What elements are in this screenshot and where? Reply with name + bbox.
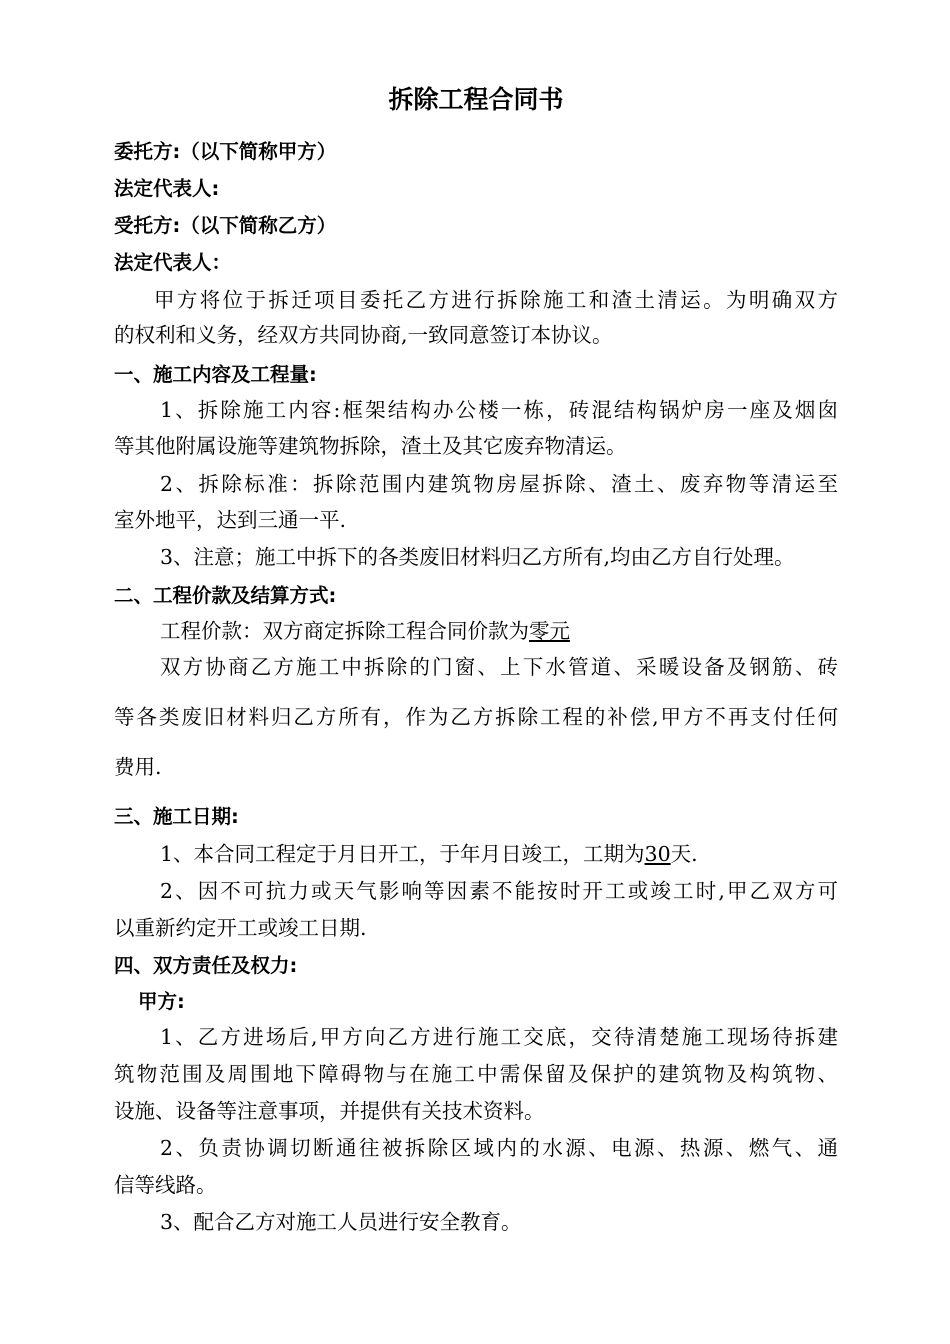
price-label: 工程价款：双方商定拆除工程合同价款为: [160, 619, 529, 643]
section1-heading: 一、施工内容及工程量:: [114, 363, 317, 386]
client-line: 委托方:（以下简称甲方）: [114, 140, 337, 163]
section3-item2-line1: 2、因不可抗力或天气影响等因素不能按时开工或竣工时,甲乙双方可: [160, 879, 838, 903]
schedule-suffix: 天.: [670, 842, 698, 866]
section4-item2-line1: 2、负责协调切断通往被拆除区域内的水源、电源、热源、燃气、通: [160, 1136, 838, 1160]
contractor-line: 受托方:（以下简称乙方）: [114, 214, 337, 237]
section4-item3: 3、配合乙方对施工人员进行安全教育。: [160, 1210, 522, 1234]
section1-item2-line2: 室外地平，达到三通一平.: [114, 508, 347, 532]
section3-heading: 三、施工日期:: [114, 805, 239, 828]
intro-line-2: 的权利和义务，经双方共同协商,一致同意签订本协议。: [114, 323, 613, 347]
section4-item1-line2: 筑物范围及周围地下障碍物与在施工中需保留及保护的建筑物及构筑物、: [114, 1062, 838, 1086]
section2-heading: 二、工程价款及结算方式:: [114, 584, 337, 607]
price-value: 零元: [529, 619, 570, 643]
section3-item1: [160, 839, 698, 869]
section4-item1-line3: 设施、设备等注意事项，并提供有关技术资料。: [114, 1099, 545, 1123]
section4-item2-line2: 信等线路。: [114, 1173, 217, 1197]
schedule-text: 1、本合同工程定于月日开工，于年月日竣工，工期为: [160, 842, 645, 866]
section1-item2-line1: 2、拆除标准：拆除范围内建筑物房屋拆除、渣土、废弃物等清运至: [160, 472, 838, 496]
section4-heading: 四、双方责任及权力:: [114, 954, 298, 977]
contractor-rep-line: 法定代表人：: [114, 251, 232, 274]
section4-item1-line1: 1、乙方进场后,甲方向乙方进行施工交底，交待清楚施工现场待拆建: [160, 1025, 838, 1049]
document-title: 拆除工程合同书: [388, 85, 564, 114]
section2-para-line1: 双方协商乙方施工中拆除的门窗、上下水管道、采暖设备及钢筋、砖: [160, 655, 838, 679]
client-rep-line: 法定代表人:: [114, 177, 220, 200]
section3-item2-line2: 以重新约定开工或竣工日期.: [114, 916, 367, 940]
section2-price-line: [160, 616, 570, 646]
section1-item1-line2: 等其他附属设施等建筑物拆除，渣土及其它废弃物清运。: [114, 434, 627, 458]
section1-item1-line1: 1、拆除施工内容:框架结构办公楼一栋，砖混结构锅炉房一座及烟囱: [160, 398, 838, 422]
intro-line-1: 甲方将位于拆迁项目委托乙方进行拆除施工和渣土清运。为明确双方: [154, 288, 838, 312]
section2-para-line2: 等各类废旧材料归乙方所有，作为乙方拆除工程的补偿,甲方不再支付任何: [114, 705, 838, 729]
party-a-label: 甲方:: [138, 990, 185, 1013]
section2-para-line3: 费用.: [114, 755, 162, 779]
section1-item3: 3、注意；施工中拆下的各类废旧材料归乙方所有,均由乙方自行处理。: [160, 545, 795, 569]
duration-days: 30: [644, 842, 671, 866]
